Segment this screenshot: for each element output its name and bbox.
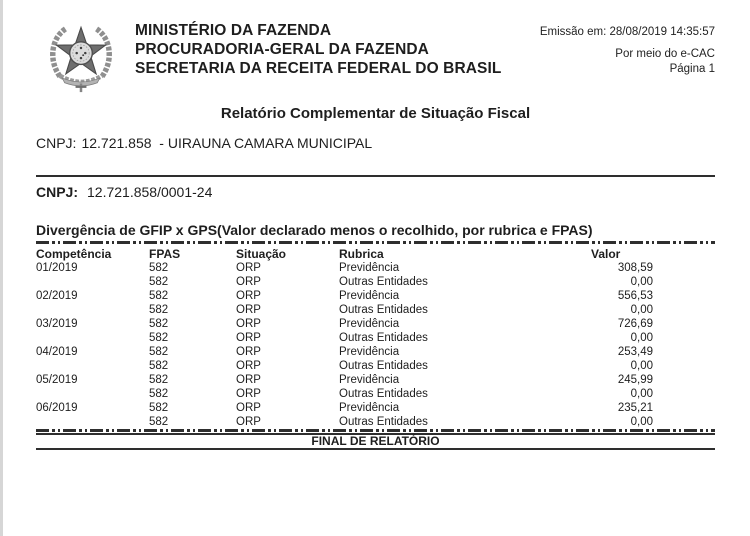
table-row (36, 275, 715, 289)
establishment-cnpj-value: 12.721.858/0001-24 (87, 184, 213, 200)
agency-line-2: PROCURADORIA-GERAL DA FAZENDA (135, 41, 429, 58)
table-cell: 253,49 (617, 346, 653, 358)
table-cell: ORP (236, 416, 261, 428)
divergence-section-heading: Divergência de GFIP x GPS(Valor declarado menos o recolhido, por rubrica e FPAS) (36, 222, 593, 238)
table-cell: ORP (236, 374, 261, 386)
table-cell: 04/2019 (36, 346, 78, 358)
table-cell: 0,00 (630, 360, 653, 372)
table-cell: 03/2019 (36, 318, 78, 330)
table-cell: Previdência (339, 402, 400, 414)
table-cell: 582 (149, 374, 169, 386)
table-cell: Outras Entidades (339, 360, 428, 372)
table-cell: 582 (149, 332, 169, 344)
table-cell: ORP (236, 290, 261, 302)
table-cell: 582 (149, 276, 169, 288)
dashed-separator-top (36, 241, 715, 244)
col-header-competencia: Competência (36, 246, 112, 261)
end-of-report-label: FINAL DE RELATÓRIO (36, 433, 715, 450)
entity-cnpj-line (36, 135, 715, 151)
table-row (36, 303, 715, 317)
emission-channel: Por meio do e-CAC (615, 48, 715, 60)
table-cell: Outras Entidades (339, 388, 428, 400)
agency-name-block (135, 16, 501, 78)
table-row (36, 415, 715, 429)
table-cell: 06/2019 (36, 402, 78, 414)
table-cell: 05/2019 (36, 374, 78, 386)
establishment-cnpj-line (36, 184, 715, 200)
emission-meta-block (540, 16, 715, 75)
table-cell: Outras Entidades (339, 416, 428, 428)
agency-line-1: MINISTÉRIO DA FAZENDA (135, 22, 332, 39)
table-cell: 582 (149, 318, 169, 330)
col-header-situacao: Situação (236, 246, 287, 261)
table-cell: 0,00 (630, 304, 653, 316)
table-cell: 726,69 (617, 318, 653, 330)
table-cell: ORP (236, 304, 261, 316)
report-content (3, 0, 750, 450)
table-header-row (36, 246, 715, 261)
table-cell: Outras Entidades (339, 332, 428, 344)
table-cell: ORP (236, 318, 261, 330)
table-cell: ORP (236, 388, 261, 400)
brazil-coat-of-arms-icon (42, 16, 120, 98)
page-number: Página 1 (669, 63, 715, 75)
table-cell (36, 303, 149, 317)
table-cell: Previdência (339, 318, 400, 330)
table-cell: 582 (149, 402, 169, 414)
table-cell (36, 359, 149, 373)
table-cell: 0,00 (630, 332, 653, 344)
table-cell (36, 415, 149, 429)
table-cell: Previdência (339, 346, 400, 358)
table-cell: 582 (149, 290, 169, 302)
table-cell: Outras Entidades (339, 276, 428, 288)
report-header (36, 16, 715, 98)
table-cell: ORP (236, 276, 261, 288)
table-row (36, 289, 715, 303)
dashed-separator-bottom (36, 429, 715, 432)
table-cell: 0,00 (630, 276, 653, 288)
table-cell (36, 387, 149, 401)
table-cell: 308,59 (617, 262, 653, 274)
table-cell: 556,53 (617, 290, 653, 302)
table-row (36, 261, 715, 275)
table-cell: 582 (149, 304, 169, 316)
table-cell: 235,21 (617, 402, 653, 414)
table-cell: Previdência (339, 374, 400, 386)
table-cell: ORP (236, 332, 261, 344)
table-row (36, 373, 715, 387)
col-header-fpas: FPAS (149, 246, 181, 261)
table-cell: 582 (149, 416, 169, 428)
table-cell: 582 (149, 388, 169, 400)
table-cell: 0,00 (630, 388, 653, 400)
table-cell: ORP (236, 346, 261, 358)
entity-cnpj-value: 12.721.858 - UIRAUNA CAMARA MUNICIPAL (81, 135, 373, 151)
table-row (36, 331, 715, 345)
entity-cnpj-label: CNPJ: (36, 135, 77, 151)
table-cell: Outras Entidades (339, 304, 428, 316)
col-header-rubrica: Rubrica (339, 246, 384, 261)
table-cell: ORP (236, 360, 261, 372)
table-cell: ORP (236, 402, 261, 414)
table-row (36, 387, 715, 401)
agency-line-3: SECRETARIA DA RECEITA FEDERAL DO BRASIL (135, 60, 502, 77)
table-cell: 01/2019 (36, 262, 78, 274)
table-body (36, 261, 715, 429)
emission-datetime: Emissão em: 28/08/2019 14:35:57 (539, 26, 715, 38)
col-header-valor: Valor (591, 246, 621, 261)
table-cell: 02/2019 (36, 290, 78, 302)
section-divider-line (36, 175, 715, 177)
table-cell: 582 (149, 360, 169, 372)
report-title: Relatório Complementar de Situação Fiscal (220, 105, 531, 122)
table-cell: 0,00 (630, 416, 653, 428)
table-cell: 582 (149, 346, 169, 358)
table-cell: Previdência (339, 290, 400, 302)
table-cell: 245,99 (617, 374, 653, 386)
table-cell: ORP (236, 262, 261, 274)
table-row (36, 401, 715, 415)
table-cell: Previdência (339, 262, 400, 274)
table-cell: 582 (149, 262, 169, 274)
table-cell (36, 331, 149, 345)
table-row (36, 345, 715, 359)
table-row (36, 317, 715, 331)
table-row (36, 359, 715, 373)
establishment-cnpj-label: CNPJ: (36, 184, 79, 200)
table-cell (36, 275, 149, 289)
divergence-table (36, 246, 715, 429)
